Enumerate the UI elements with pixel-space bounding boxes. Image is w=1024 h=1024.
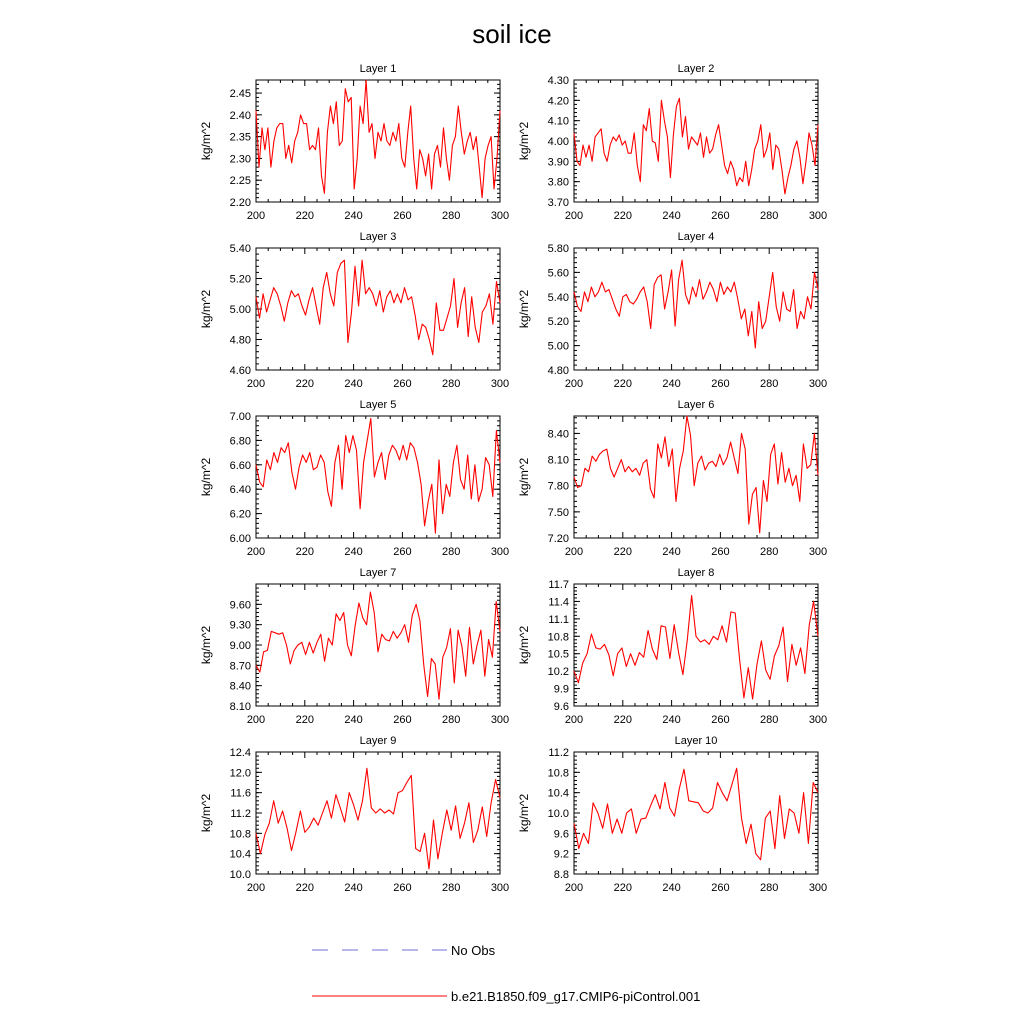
y-tick-label: 9.2 <box>553 848 569 861</box>
y-tick-label: 11.1 <box>548 613 569 626</box>
y-axis-label: kg/m^2 <box>199 121 213 161</box>
series-line <box>256 592 500 699</box>
x-tick-label: 300 <box>808 546 828 558</box>
x-tick-label: 240 <box>344 210 363 222</box>
x-tick-label: 220 <box>613 210 632 222</box>
x-tick-label: 260 <box>711 546 730 558</box>
x-tick-label: 240 <box>662 546 681 558</box>
x-tick-label: 220 <box>295 210 314 222</box>
x-tick-label: 280 <box>760 546 779 558</box>
series-line <box>574 416 818 533</box>
y-tick-label: 11.6 <box>230 787 251 800</box>
x-tick-label: 280 <box>760 210 779 222</box>
y-tick-label: 9.6 <box>553 701 569 713</box>
y-tick-label: 6.40 <box>229 484 251 497</box>
x-tick-label: 220 <box>613 714 632 726</box>
y-axis-label: kg/m^2 <box>199 793 213 833</box>
x-tick-label: 280 <box>760 378 779 390</box>
x-tick-label: 300 <box>490 714 510 726</box>
x-tick-label: 240 <box>344 378 363 390</box>
panel-layer-3 <box>199 231 509 390</box>
x-tick-label: 200 <box>564 210 584 222</box>
panel-title: Layer 7 <box>359 567 397 579</box>
series-line <box>256 80 500 198</box>
y-tick-label: 2.35 <box>229 131 251 144</box>
panel-layer-2 <box>517 63 827 222</box>
x-tick-label: 200 <box>246 546 266 558</box>
x-tick-label: 220 <box>613 378 632 390</box>
panel-layer-8 <box>517 567 827 726</box>
y-axis-label: kg/m^2 <box>517 457 531 497</box>
y-tick-label: 2.25 <box>229 175 251 188</box>
x-tick-label: 300 <box>490 546 510 558</box>
panel-layer-6 <box>517 399 827 558</box>
x-tick-label: 280 <box>760 714 779 726</box>
x-tick-label: 240 <box>662 714 681 726</box>
y-tick-label: 5.20 <box>229 273 251 286</box>
panel-layer-4 <box>517 231 827 390</box>
x-tick-label: 280 <box>442 378 461 390</box>
y-tick-label: 7.80 <box>547 480 569 493</box>
series-line <box>574 260 818 348</box>
x-tick-label: 220 <box>295 714 314 726</box>
x-tick-label: 260 <box>711 378 730 390</box>
y-tick-label: 5.00 <box>229 304 251 316</box>
panel-title: Layer 6 <box>677 399 715 411</box>
x-tick-label: 220 <box>295 546 314 558</box>
y-tick-label: 6.00 <box>229 533 251 545</box>
x-tick-label: 300 <box>490 378 510 390</box>
series-line <box>256 260 500 355</box>
y-tick-label: 5.20 <box>547 316 569 329</box>
x-tick-label: 260 <box>393 546 412 558</box>
x-tick-label: 260 <box>711 714 730 726</box>
y-tick-label: 3.80 <box>547 176 569 189</box>
y-tick-label: 3.70 <box>547 197 569 209</box>
x-tick-label: 200 <box>246 378 266 390</box>
y-tick-label: 10.4 <box>229 848 251 861</box>
series-line <box>256 418 500 533</box>
y-axis-label: kg/m^2 <box>517 121 531 161</box>
legend-label-no-obs: No Obs <box>451 943 496 958</box>
legend <box>312 943 700 1004</box>
plot-frame <box>574 584 818 706</box>
y-axis-label: kg/m^2 <box>199 625 213 665</box>
y-tick-label: 7.00 <box>229 411 251 423</box>
y-tick-label: 9.9 <box>553 683 569 696</box>
series-line <box>574 596 818 699</box>
x-tick-label: 260 <box>393 210 412 222</box>
plot-frame <box>256 752 500 874</box>
y-tick-label: 8.10 <box>229 701 251 713</box>
y-tick-label: 8.10 <box>547 454 569 467</box>
x-tick-label: 240 <box>344 714 363 726</box>
x-tick-label: 300 <box>808 882 828 894</box>
y-tick-label: 8.70 <box>229 660 251 673</box>
y-tick-label: 2.40 <box>229 109 251 122</box>
x-tick-label: 200 <box>564 546 584 558</box>
y-tick-label: 9.00 <box>229 640 251 652</box>
x-tick-label: 240 <box>344 882 363 894</box>
y-tick-label: 9.30 <box>229 619 251 632</box>
y-tick-label: 4.60 <box>229 365 251 377</box>
y-tick-label: 2.45 <box>229 88 251 101</box>
x-tick-label: 240 <box>662 210 681 222</box>
y-axis-label: kg/m^2 <box>517 625 531 665</box>
panel-title: Layer 9 <box>359 735 397 747</box>
y-tick-label: 10.2 <box>547 666 569 679</box>
panel-title: Layer 2 <box>677 63 715 75</box>
x-tick-label: 200 <box>564 882 584 894</box>
y-axis-label: kg/m^2 <box>517 289 531 329</box>
x-tick-label: 280 <box>442 882 461 894</box>
y-tick-label: 5.40 <box>229 243 251 255</box>
panel-title: Layer 1 <box>359 63 397 75</box>
panel-layer-7 <box>199 567 509 726</box>
y-tick-label: 10.8 <box>229 828 251 841</box>
y-tick-label: 9.60 <box>229 599 251 612</box>
y-tick-label: 11.4 <box>548 596 569 609</box>
panel-title: Layer 5 <box>359 399 397 411</box>
y-tick-label: 10.4 <box>547 787 569 800</box>
x-tick-label: 260 <box>393 378 412 390</box>
panel-title: Layer 3 <box>359 231 397 243</box>
x-tick-label: 220 <box>295 378 314 390</box>
y-axis-label: kg/m^2 <box>517 793 531 833</box>
x-tick-label: 240 <box>344 546 363 558</box>
x-tick-label: 240 <box>662 378 681 390</box>
series-line <box>574 768 818 860</box>
legend-label-model: b.e21.B1850.f09_g17.CMIP6-piControl.001 <box>451 989 701 1004</box>
x-tick-label: 300 <box>490 210 510 222</box>
y-tick-label: 5.00 <box>547 340 569 353</box>
y-tick-label: 11.7 <box>548 579 569 591</box>
x-tick-label: 300 <box>808 378 828 390</box>
figure-title: soil ice <box>472 19 552 49</box>
y-tick-label: 6.60 <box>229 459 251 472</box>
panel-title: Layer 4 <box>677 231 715 243</box>
x-tick-label: 260 <box>393 714 412 726</box>
plot-frame <box>256 80 500 202</box>
x-tick-label: 280 <box>442 714 461 726</box>
series-line <box>256 768 500 869</box>
x-tick-label: 200 <box>564 378 584 390</box>
y-tick-label: 11.2 <box>230 808 251 820</box>
y-tick-label: 11.2 <box>548 747 569 759</box>
y-tick-label: 7.50 <box>547 506 569 519</box>
y-tick-label: 3.90 <box>547 156 569 169</box>
x-tick-label: 200 <box>246 714 266 726</box>
y-tick-label: 4.80 <box>547 365 569 377</box>
y-tick-label: 4.80 <box>229 334 251 347</box>
y-tick-label: 10.8 <box>547 631 569 644</box>
x-tick-label: 300 <box>808 714 828 726</box>
panel-title: Layer 10 <box>674 735 718 747</box>
y-tick-label: 7.20 <box>547 533 569 545</box>
y-axis-label: kg/m^2 <box>199 457 213 497</box>
y-axis-label: kg/m^2 <box>199 289 213 329</box>
x-tick-label: 220 <box>295 882 314 894</box>
panel-layer-9 <box>199 735 509 894</box>
y-tick-label: 12.0 <box>229 767 251 780</box>
panel-layer-5 <box>199 399 509 558</box>
y-tick-label: 5.60 <box>547 267 569 280</box>
x-tick-label: 260 <box>393 882 412 894</box>
y-tick-label: 2.30 <box>229 153 251 166</box>
x-tick-label: 280 <box>442 546 461 558</box>
y-tick-label: 8.40 <box>547 428 569 441</box>
y-tick-label: 9.6 <box>553 828 569 841</box>
y-tick-label: 10.5 <box>547 648 569 661</box>
panel-layer-1 <box>199 63 509 222</box>
y-tick-label: 12.4 <box>229 747 251 759</box>
x-tick-label: 280 <box>442 210 461 222</box>
x-tick-label: 200 <box>564 714 584 726</box>
x-tick-label: 280 <box>760 882 779 894</box>
x-tick-label: 220 <box>613 882 632 894</box>
series-line <box>574 98 818 194</box>
x-tick-label: 260 <box>711 882 730 894</box>
panel-title: Layer 8 <box>677 567 715 579</box>
y-tick-label: 6.80 <box>229 435 251 448</box>
y-tick-label: 4.00 <box>547 136 569 148</box>
y-tick-label: 4.10 <box>547 115 569 128</box>
y-tick-label: 5.80 <box>547 243 569 255</box>
panels-group <box>199 63 827 894</box>
plot-frame <box>256 248 500 370</box>
y-tick-label: 4.30 <box>547 75 569 87</box>
y-tick-label: 10.0 <box>547 808 569 820</box>
y-tick-label: 2.20 <box>229 197 251 209</box>
y-tick-label: 10.8 <box>547 767 569 780</box>
y-tick-label: 6.20 <box>229 508 251 521</box>
x-tick-label: 220 <box>613 546 632 558</box>
x-tick-label: 200 <box>246 210 266 222</box>
x-tick-label: 240 <box>662 882 681 894</box>
x-tick-label: 260 <box>711 210 730 222</box>
x-tick-label: 200 <box>246 882 266 894</box>
panel-layer-10 <box>517 735 827 894</box>
plot-frame <box>256 584 500 706</box>
plot-frame <box>574 80 818 202</box>
x-tick-label: 300 <box>490 882 510 894</box>
y-tick-label: 10.0 <box>229 869 251 881</box>
y-tick-label: 4.20 <box>547 95 569 108</box>
x-tick-label: 300 <box>808 210 828 222</box>
y-tick-label: 8.40 <box>229 680 251 693</box>
y-tick-label: 8.8 <box>553 869 569 881</box>
y-tick-label: 5.40 <box>547 291 569 304</box>
